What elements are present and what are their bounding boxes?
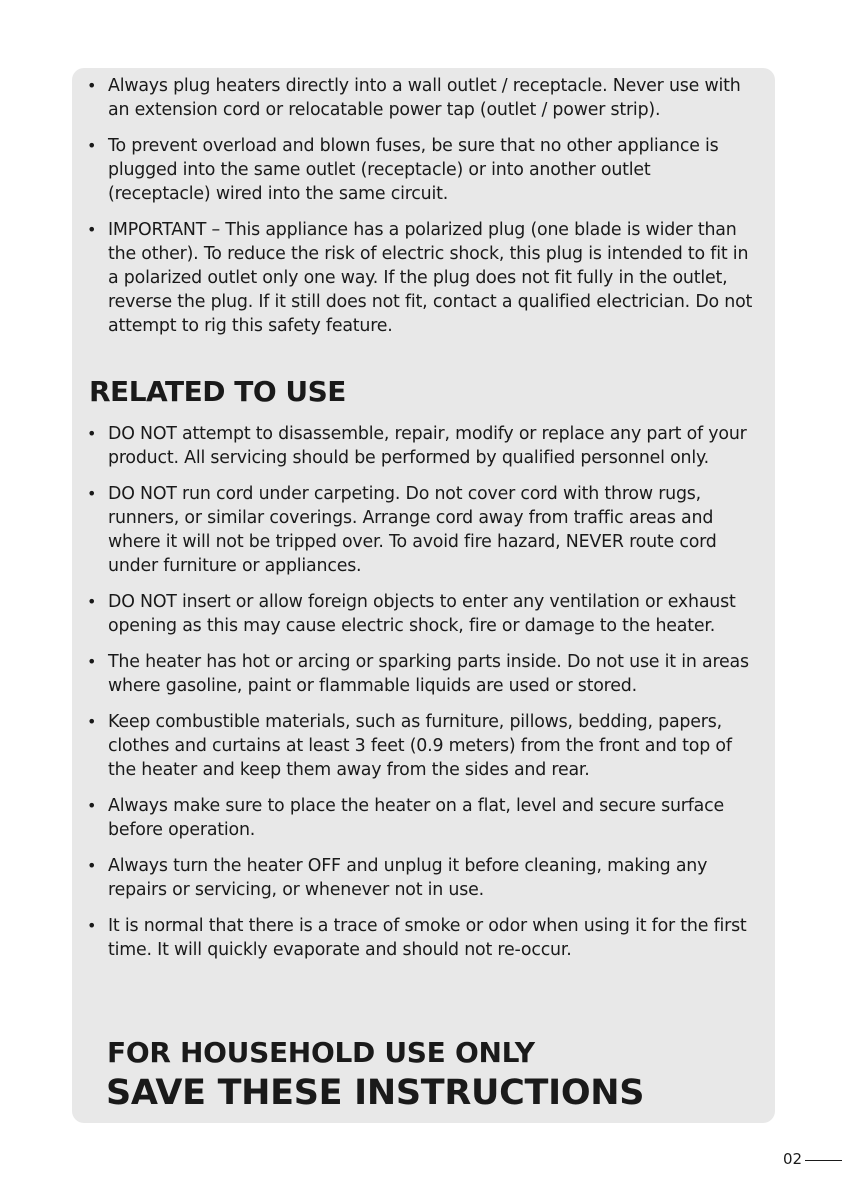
bullet-item: • Always make sure to place the heater on a flat, level and secure surface before operation. <box>72 794 775 842</box>
bullet-item: • To prevent overload and blown fuses, be sure that no other appliance is plugged into the same outlet (receptacle) or into another outlet (receptacle) wired into the same circuit. <box>72 134 775 206</box>
page-number: 02 <box>783 1150 803 1168</box>
bullet-item: • Always turn the heater OFF and unplug it before cleaning, making any repairs or servicing, or whenever not in use. <box>72 854 775 902</box>
page-number-rule <box>805 1160 842 1161</box>
bullet-item: • Always plug heaters directly into a wall outlet / receptacle. Never use with an extension cord or relocatable power tap (outlet / power strip). <box>72 74 775 122</box>
bullet-item: • DO NOT insert or allow foreign objects to enter any ventilation or exhaust opening as this may cause electric shock, fire or damage to the heater. <box>72 590 775 638</box>
use-bullet-list <box>72 422 775 974</box>
household-use-notice: FOR HOUSEHOLD USE ONLY <box>107 1036 535 1069</box>
bullet-item: • It is normal that there is a trace of smoke or odor when using it for the first time. It will quickly evaporate and should not re-occur. <box>72 914 775 962</box>
bullet-item: • DO NOT run cord under carpeting. Do not cover cord with throw rugs, runners, or similar coverings. Arrange cord away from traffic areas and where it will not be tripped over. To avoid fire hazard, NEVER route cord under furniture or appliances. <box>72 482 775 578</box>
safety-bullet-list <box>72 74 775 350</box>
section-heading: RELATED TO USE <box>89 375 346 408</box>
content-panel <box>72 68 775 1123</box>
bullet-item: • IMPORTANT – This appliance has a polarized plug (one blade is wider than the other). To reduce the risk of electric shock, this plug is intended to fit in a polarized outlet only one way. If the plug does not fit fully in the outlet, reverse the plug. If it still does not fit, contact a qualified electrician. Do not attempt to rig this safety feature. <box>72 218 775 338</box>
bullet-item: • Keep combustible materials, such as furniture, pillows, bedding, papers, clothes and curtains at least 3 feet (0.9 meters) from the front and top of the heater and keep them away from the sides and rear. <box>72 710 775 782</box>
bullet-item: • The heater has hot or arcing or sparking parts inside. Do not use it in areas where gasoline, paint or flammable liquids are used or stored. <box>72 650 775 698</box>
save-instructions-notice: SAVE THESE INSTRUCTIONS <box>106 1073 645 1113</box>
bullet-item: • DO NOT attempt to disassemble, repair, modify or replace any part of your product. All servicing should be performed by qualified personnel only. <box>72 422 775 470</box>
